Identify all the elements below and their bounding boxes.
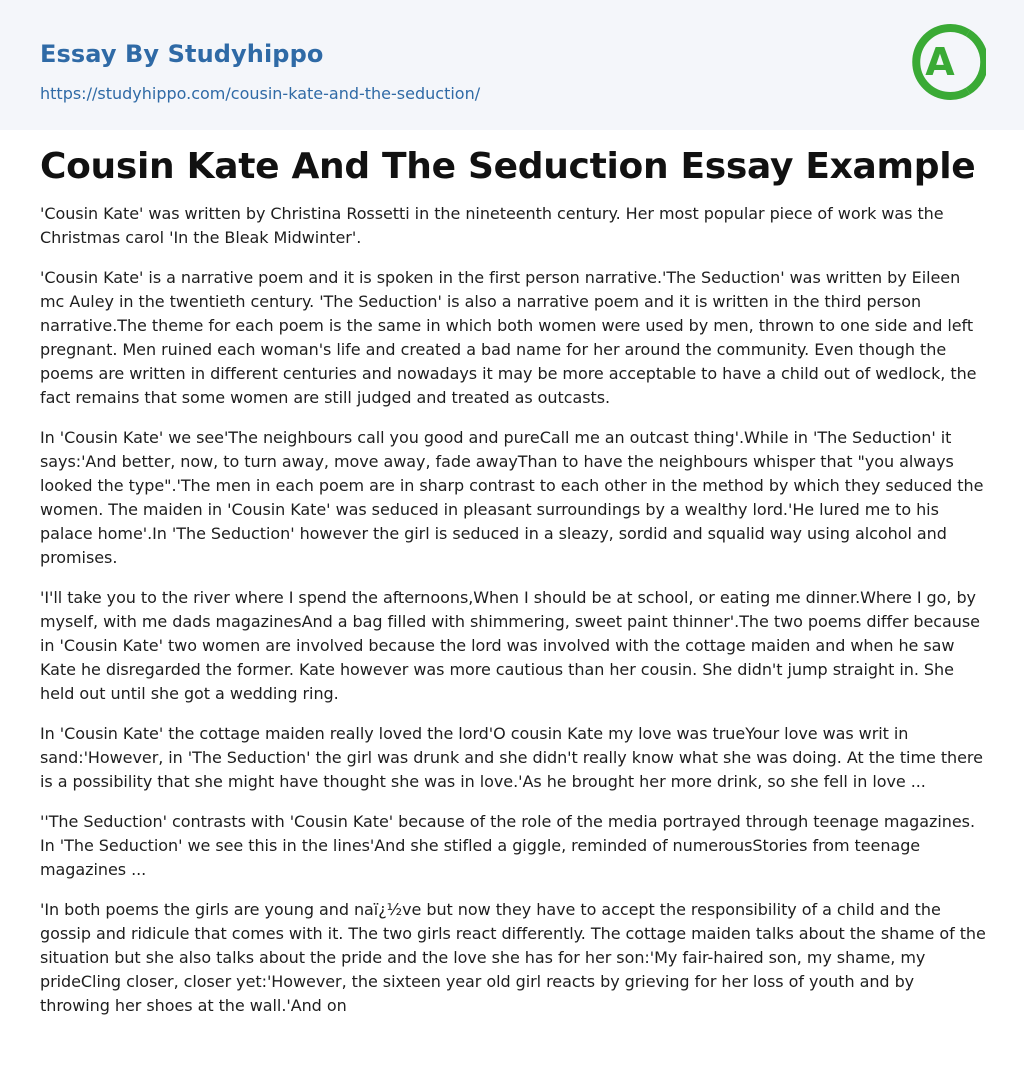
article-paragraph-5: In 'Cousin Kate' the cottage maiden really loved the lord'O cousin Kate my love was trueYour love was writ in sand:'However, in 'The Seduction' the girl was drunk and she didn't really know what she was doing. At the time there is a possibility that she might have thought she was in love.'As he brought her more drink, so she fell in love ... [40,724,983,791]
logo-letter: A [925,40,955,84]
article-paragraph-3: In 'Cousin Kate' we see'The neighbours call you good and pureCall me an outcast thing'.While in 'The Seduction' it says:'And better, now, to turn away, move away, fade awayThan to have the neighbours whisper that "you always looked the type".'The men in each poem are in sharp contrast to each other in the method by which they seduced the women. The maiden in 'Cousin Kate' was seduced in pleasant surroundings by a wealthy lord.'He lured me to his palace home'.In 'The Seduction' however the girl is seduced in a sleazy, sordid and squalid way using alcohol and promises. [40,428,984,567]
article-paragraph-7: 'In both poems the girls are young and naï¿½ve but now they have to accept the responsibility of a child and the gossip and ridicule that comes with it. The two girls react differently. The cottage maiden talks about the shame of the situation but she also talks about the pride and the love she has for her son:'My fair-haired son, my shame, my prideCling closer, closer yet:'However, the sixteen year old girl reacts by grieving for her loss of youth and by throwing her shoes at the wall.'And on [40,900,986,1015]
article [40,142,988,1034]
article-paragraph-2: 'Cousin Kate' is a narrative poem and it is spoken in the first person narrative.'The Seduction' was written by Eileen mc Auley in the twentieth century. 'The Seduction' is also a narrative poem and it is written in the third person narrative.The theme for each poem is the same in which both women were used by men, thrown to one side and left pregnant. Men ruined each woman's life and created a bad name for her around the community. Even though the poems are written in different centuries and nowadays it may be more acceptable to have a child out of wedlock, the fact remains that some women are still judged and treated as outcasts. [40,268,977,407]
page-url-link[interactable]: https://studyhippo.com/cousin-kate-and-the-seduction/ [40,84,481,103]
brand-title[interactable]: Essay By Studyhippo [40,40,324,68]
site-header [0,0,1024,130]
article-paragraph-4: 'I'll take you to the river where I spend the afternoons,When I should be at school, or eating me dinner.Where I go, by myself, with me dads magazinesAnd a bag filled with shimmering, sweet paint thinner'.The two poems differ because in 'Cousin Kate' two women are involved because the lord was involved with the cottage maiden and when he saw Kate he disregarded the former. Kate however was more cautious than her cousin. She didn't jump straight in. She held out until she got a wedding ring. [40,588,980,703]
article-paragraph-6: ''The Seduction' contrasts with 'Cousin Kate' because of the role of the media portrayed through teenage magazines. In 'The Seduction' we see this in the lines'And she stifled a giggle, reminded of numerousStories from teenage magazines ... [40,812,975,879]
article-paragraph-1: 'Cousin Kate' was written by Christina Rossetti in the nineteenth century. Her most popular piece of work was the Christmas carol 'In the Bleak Midwinter'. [40,204,944,247]
studyhippo-logo-icon[interactable] [912,19,986,105]
article-title: Cousin Kate And The Seduction Essay Example [40,146,976,187]
